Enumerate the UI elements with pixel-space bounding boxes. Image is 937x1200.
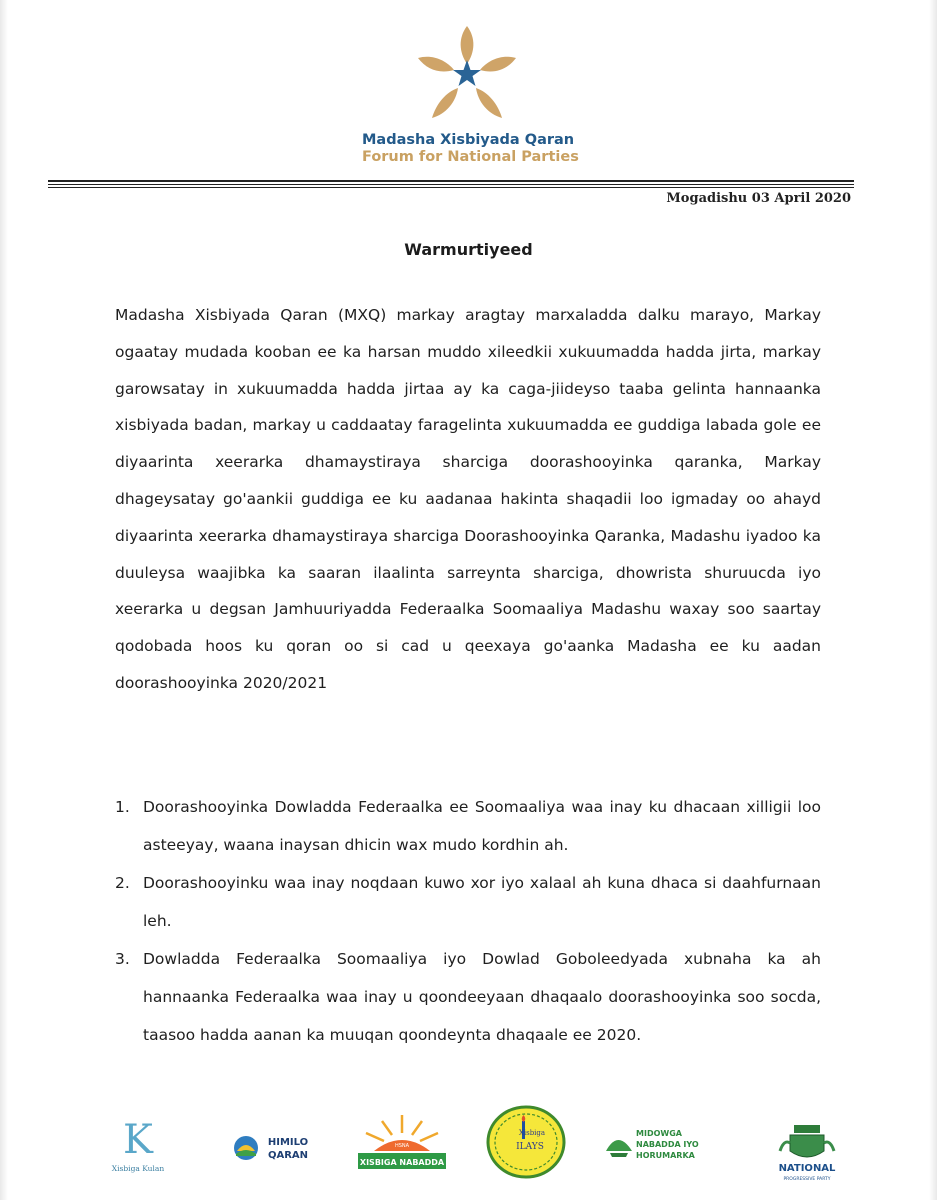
header-rule	[48, 187, 854, 188]
himilo-qaran-logo	[232, 1129, 318, 1167]
himilo-line1: HIMILO	[267, 1137, 309, 1148]
himilo-line2: QARAN	[267, 1150, 309, 1161]
org-name-english: Forum for National Parties	[362, 149, 579, 165]
list-item	[115, 940, 821, 1054]
scan-edge-right	[929, 0, 937, 1200]
kulan-logo	[108, 1115, 168, 1177]
list-item-text: Doorashooyinku waa inay noqdaan kuwo xor iyo xalaal ah kuna dhaca si daahfurnaan leh.	[143, 874, 821, 930]
resolution-list	[115, 788, 821, 1054]
national-logo	[772, 1121, 842, 1185]
ilays-line2: ILAYS	[516, 1142, 544, 1152]
national-line1: NATIONAL	[778, 1163, 836, 1174]
xisbiga-nabadda-logo	[352, 1111, 452, 1173]
forum-star-logo	[412, 24, 522, 124]
ilays-logo	[484, 1105, 568, 1179]
nabadda-caption: XISBIGA NABADDA	[359, 1158, 445, 1167]
national-line2: PROGRESSIVE PARTY	[783, 1177, 831, 1182]
list-item-text: Dowladda Federaalka Soomaaliya iyo Dowlad Goboleedyada xubnaha ka ah hannaanka Federaalka waa inay u qoondeeyaan dhaqaalo doorashooyinka soo socda, taasoo hadda aanan ka muuqan qoondeynta dhaqaale ee 2020.	[143, 950, 821, 1044]
document-title: Warmurtiyeed	[404, 240, 533, 259]
ilays-line1: Xisbiga	[518, 1129, 546, 1137]
list-number: 3.	[115, 950, 130, 968]
midowga-line2: NABADDA IYO	[636, 1140, 699, 1149]
midowga-logo	[602, 1123, 722, 1167]
list-item	[115, 788, 821, 864]
list-item	[115, 864, 821, 940]
kulan-letter: K	[123, 1117, 153, 1163]
header-rule	[48, 180, 854, 182]
list-number: 1.	[115, 798, 130, 816]
midowga-line1: MIDOWGA	[636, 1129, 682, 1138]
body-paragraph: Madasha Xisbiyada Qaran (MXQ) markay aragtay marxaladda dalku marayo, Markay ogaatay mudada kooban ee ka harsan muddo xileedkii xukuumadda hadda jirta, markay garowsatay in xukuumadda hadda jirtaa ay ka caga-jiideyso taaba gelinta hannaanka xisbiyada badan, markay u caddaatay faragelinta xukuumadda ee guddiga labada gole ee diyaarinta xeerarka dhamaystiraya sharciga doorashooyinka qaranka, Markay dhageysatay go'aankii guddiga ee ku aadanaa hakinta shaqadii loo igmaday oo ahayd diyaarinta xeerarka dhamaystiraya sharciga Doorashooyinka Qaranka, Madashu iyadoo ka duuleysa waajibka ka saaran ilaalinta sarreynta sharciga, dhowrista shuruucda iyo xeerarka u degsan Jamhuuriyadda Federaalka Soomaaliya Madashu waxay soo saartay qodobada hoos ku qoran oo si cad u qeexaya go'aanka Madasha ee ku aadan doorashooyinka 2020/2021	[115, 306, 821, 692]
kulan-caption: Xisbiga Kulan	[111, 1164, 165, 1173]
nabadda-top: HSNA	[394, 1143, 410, 1149]
midowga-line3: HORUMARKA	[636, 1151, 695, 1160]
list-item-text: Doorashooyinka Dowladda Federaalka ee Soomaaliya waa inay ku dhacaan xilligii loo asteeyay, waana inaysan dhicin wax mudo kordhin ah.	[143, 798, 821, 854]
list-number: 2.	[115, 874, 130, 892]
header-rule	[48, 184, 854, 185]
org-name-somali: Madasha Xisbiyada Qaran	[362, 132, 575, 148]
footer-logos	[0, 1105, 937, 1195]
scan-edge-left	[0, 0, 8, 1200]
dateline: Mogadishu 03 April 2020	[666, 191, 851, 206]
